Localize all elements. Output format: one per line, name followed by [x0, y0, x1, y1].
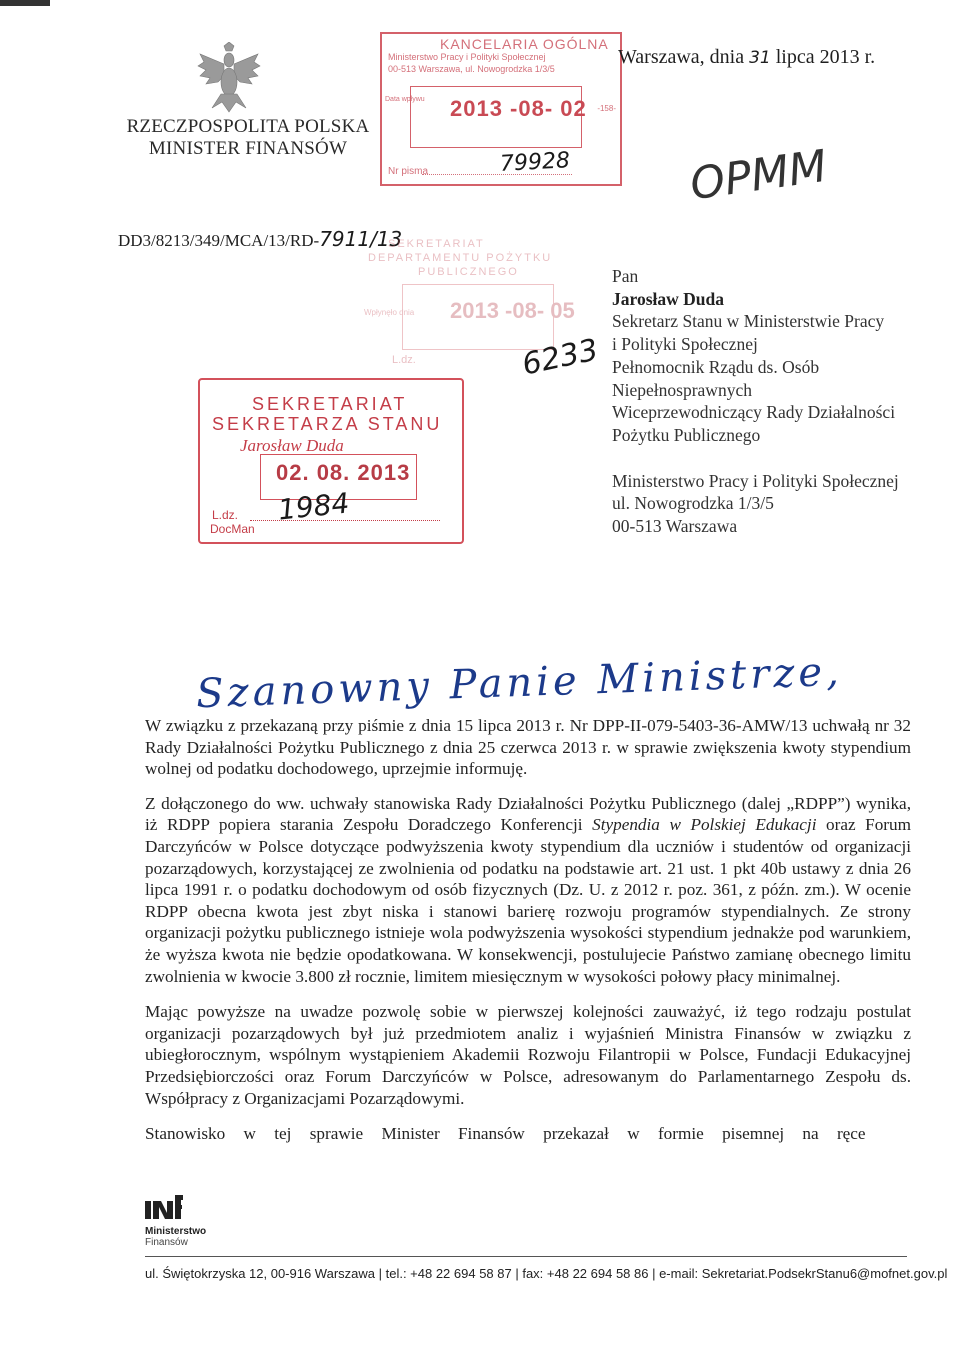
stamp-title: KANCELARIA OGÓLNA	[440, 36, 609, 52]
stamp-line-3: Jarosław Duda	[240, 436, 344, 455]
reference-number	[118, 227, 402, 251]
issuer-block	[100, 116, 396, 160]
addressee-line: i Polityki Społecznej	[612, 334, 758, 355]
paragraph-2-italic: Stypendia w Polskiej Edukacji	[592, 815, 817, 835]
stamp-date-label: Data wpływu	[385, 96, 425, 103]
ministry-logo-mark-icon	[145, 1193, 183, 1219]
paragraph-4: Stanowisko w tej sprawie Minister Finansów przekazał w formie pisemnej na ręce	[145, 1124, 866, 1144]
addressee-line: Wiceprzewodniczący Rady Działalności	[612, 402, 896, 423]
issuer-line-1: RZECZPOSPOLITA POLSKA	[126, 116, 370, 137]
addressee-line: Niepełnosprawnych	[612, 379, 752, 400]
handwritten-day: 31	[749, 48, 771, 68]
stamp-date: 02. 08. 2013	[276, 460, 411, 485]
place-date-suffix: lipca 2013 r.	[775, 46, 876, 68]
addressee-line: Pożytku Publicznego	[612, 424, 761, 445]
paragraph-2-text-b: oraz Forum Darczyńców w Polsce dotyczące podwyższenia kwoty stypendium dla uczniów i studentów od organizacji pozarządowych, korzystającej ze zwolnienia od podatku na podstawie art. 21 ust. 1 pkt 40b ustawy z dnia 26 lipca 1991 r. o podatku dochodowym od osób fizycznych (Dz. U. z 2012 r. poz. 361, z późn. zm.). W ocenie RDPP obecna kwota jest zbyt niska i stanowi barierę rozwoju programów stypendialnych. Ze strony organizacji pożytku publicznego istnieje wola podwyższenia wysokości stypendium jednakże pod warunkiem, że wyższa kwota nie będzie opodatkowana. W konsekwencji, postulujecie Państwo zamianę obecnego limitu zwolnienia w kwocie 3.800 zł rocznie, limitem miesięcznym w wysokości połowy płacy minimalnej.	[145, 815, 911, 986]
reference-handwritten: 7911/13	[319, 227, 403, 251]
handwritten-letter-number: 79928	[499, 148, 571, 177]
paragraph-2	[145, 793, 911, 987]
ministry-logo	[145, 1193, 206, 1248]
scan-edge-mark	[0, 0, 50, 6]
stamp-line-2: 00-513 Warszawa, ul. Nowogrodzka 1/3/5	[388, 64, 555, 74]
stamp-number: -158-	[597, 104, 616, 113]
stamp-docman: DocMan	[210, 522, 255, 536]
addressee-street: ul. Nowogrodzka 1/3/5	[612, 493, 774, 514]
stamp-line-1: Ministerstwo Pracy i Polityki Społecznej	[388, 52, 546, 62]
stamp-ldz: L.dz.	[212, 508, 239, 522]
addressee-institution: Ministerstwo Pracy i Polityki Społecznej	[612, 470, 899, 491]
addressee-line: Sekretarz Stanu w Ministerstwie Pracy	[612, 311, 885, 332]
logo-line-1: Ministerstwo	[145, 1226, 207, 1237]
paragraph-1: W związku z przekazaną przy piśmie z dnia 15 lipca 2013 r. Nr DPP-II-079-5403-36-AMW/13 uchwałą nr 32 Rady Działalności Pożytku Publicznego z dnia 25 czerwca 2013 r. w sprawie zwiększenia kwoty stypendium wolnej od podatku dochodowego, uprzejmie informuję.	[145, 716, 911, 779]
stamp-ldz: L.dz.	[392, 354, 416, 366]
handwritten-salutation: Szanowny Panie Ministrze,	[195, 648, 844, 718]
place-date-prefix: Warszawa, dnia	[618, 46, 745, 68]
stamp-line-3: PUBLICZNEGO	[418, 266, 519, 278]
logo-line-2: Finansów	[145, 1237, 188, 1248]
stamp-line-2: DEPARTAMENTU POŻYTKU	[368, 252, 553, 264]
handwritten-department-number: 6233	[519, 332, 602, 383]
paragraph-3: Mając powyższe na uwadze pozwolę sobie w pierwszej kolejności zauważyć, iż tego rodzaju postulat organizacji pozarządowych był już przedmiotem analiz i wyjaśnień Ministra Finansów w związku z ubiegłorocznym, wspólnym wystąpieniem Akademii Rozwoju Filantropii w Polsce, Fundacji Edukacyjnej Przedsiębiorczości oraz Forum Darczyńców w Polsce, adresowanym do Parlamentarnego Zespołu ds. Współpracy z Organizacjami Pozarządowymi.	[145, 1002, 911, 1108]
footer-divider	[145, 1256, 907, 1257]
addressee-name: Jarosław Duda	[612, 288, 724, 309]
stamp-line-1: SEKRETARIAT	[388, 238, 485, 250]
footer-contact: ul. Świętokrzyska 12, 00-916 Warszawa | tel.: +48 22 694 58 87 | fax: +48 22 694 58 86 | e-mail: Sekretariat.PodsekrStanu6@mofnet.gov.pl	[145, 1266, 948, 1281]
place-and-date	[618, 46, 875, 69]
stamp-date: 2013 -08- 02	[450, 96, 587, 121]
handwritten-initials: OPMM	[687, 140, 830, 211]
paragraph-2-text-a: Z dołączonego do ww. uchwały stanowiska Rady Działalności Pożytku Publicznego (dalej „RDPP”) wynika, iż RDPP popiera starania Zespołu Doradczego Konferencji	[145, 793, 911, 835]
addressee-line: Pełnomocnik Rządu ds. Osób	[612, 356, 820, 377]
stamp-date: 2013 -08- 05	[450, 298, 575, 323]
addressee-city: 00-513 Warszawa	[612, 516, 738, 537]
addressee-block	[612, 265, 899, 538]
address-spacer	[612, 447, 899, 470]
stamp-line-2: SEKRETARZA STANU	[212, 414, 443, 434]
reference-printed: DD3/8213/349/MCA/13/RD-	[118, 231, 320, 250]
polish-eagle-emblem-icon	[196, 42, 262, 114]
stamp-line-1: SEKRETARIAT	[252, 394, 408, 414]
handwritten-secretariat-number: 1984	[276, 486, 351, 527]
issuer-line-2: MINISTER FINANSÓW	[148, 138, 348, 159]
addressee-greeting: Pan	[612, 266, 639, 286]
letter-body	[145, 715, 911, 1159]
stamp-date-label: Wpłynęło dnia	[364, 308, 415, 317]
stamp-nr-label: Nr pisma	[388, 166, 429, 177]
